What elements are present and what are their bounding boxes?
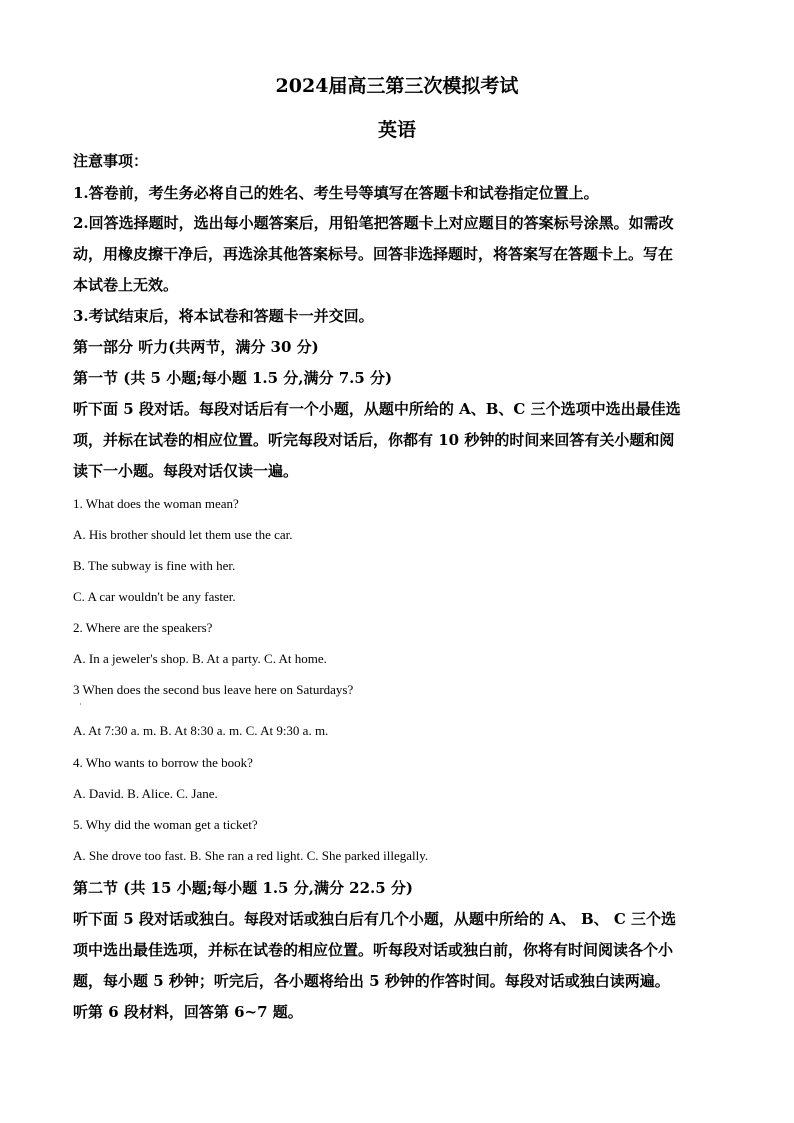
question-5: 5. Why did the woman get a ticket? (73, 817, 258, 832)
section2-instruction-line-1: 听下面 5 段对话或独白。每段对话或独白后有几个小题，从题中所给的 A、 B、 C 三个选 (73, 910, 677, 928)
question-1-option-c: C. A car wouldn't be any faster. (73, 589, 236, 604)
question-2: 2. Where are the speakers? (73, 620, 213, 635)
notice-item-3: 3.考试结束后，将本试卷和答题卡一并交回。 (73, 307, 374, 325)
question-4-options: A. David. B. Alice. C. Jane. (73, 786, 218, 801)
section1-instruction-line-2: 项，并标在试卷的相应位置。听完每段对话后，你都有 10 秒钟的时间来回答有关小题和阅 (73, 431, 675, 449)
question-5-options: A. She drove too fast. B. She ran a red light. C. She parked illegally. (73, 848, 429, 863)
notice-heading: 注意事项： (73, 152, 149, 170)
notice-item-2-line-1: 2.回答选择题时，选出每小题答案后，用铅笔把答题卡上对应题目的答案标号涂黑。如需改 (73, 214, 674, 232)
section2-instruction-line-3: 题，每小题 5 秒钟；听完后，各小题将给出 5 秒钟的作答时间。每段对话或独白读两遍。 (73, 972, 670, 990)
section2-listen-6: 听第 6 段材料，回答第 6~7 题。 (73, 1003, 303, 1021)
question-1-option-b: B. The subway is fine with her. (73, 558, 236, 573)
question-3: 3 When does the second bus leave here on Saturdays? (73, 682, 354, 697)
exam-title: 2024届高三第三次模拟考试 (275, 75, 519, 97)
question-3-options: A. At 7:30 a. m. B. At 8:30 a. m. C. At 9:30 a. m. (73, 723, 329, 738)
subject-title: 英语 (377, 119, 416, 141)
question-1-option-a: A. His brother should let them use the car. (73, 527, 293, 542)
section1-instruction-line-1: 听下面 5 段对话。每段对话后有一个小题，从题中所给的 A、B、C 三个选项中选出最佳选 (73, 400, 681, 418)
stray-mark: · (79, 700, 82, 709)
question-1: 1. What does the woman mean? (73, 496, 239, 511)
notice-item-2-line-3: 本试卷上无效。 (73, 276, 179, 294)
section2-heading: 第二节 (共 15 小题;每小题 1.5 分,满分 22.5 分) (73, 879, 414, 897)
section1-instruction-line-3: 读下一小题。每段对话仅读一遍。 (73, 462, 299, 480)
section2-instruction-line-2: 项中选出最佳选项，并标在试卷的相应位置。听每段对话或独白前，你将有时间阅读各个小 (73, 941, 674, 959)
question-2-options: A. In a jeweler's shop. B. At a party. C. At home. (73, 651, 327, 666)
notice-item-2-line-2: 动，用橡皮擦干净后，再选涂其他答案标号。回答非选择题时，将答案写在答题卡上。写在 (73, 245, 674, 263)
notice-item-1: 1.答卷前，考生务必将自己的姓名、考生号等填写在答题卡和试卷指定位置上。 (73, 184, 599, 202)
section1-heading: 第一节 (共 5 小题;每小题 1.5 分,满分 7.5 分) (73, 369, 393, 387)
part1-heading: 第一部分 听力(共两节，满分 30 分) (73, 338, 319, 356)
question-4: 4. Who wants to borrow the book? (73, 755, 253, 770)
